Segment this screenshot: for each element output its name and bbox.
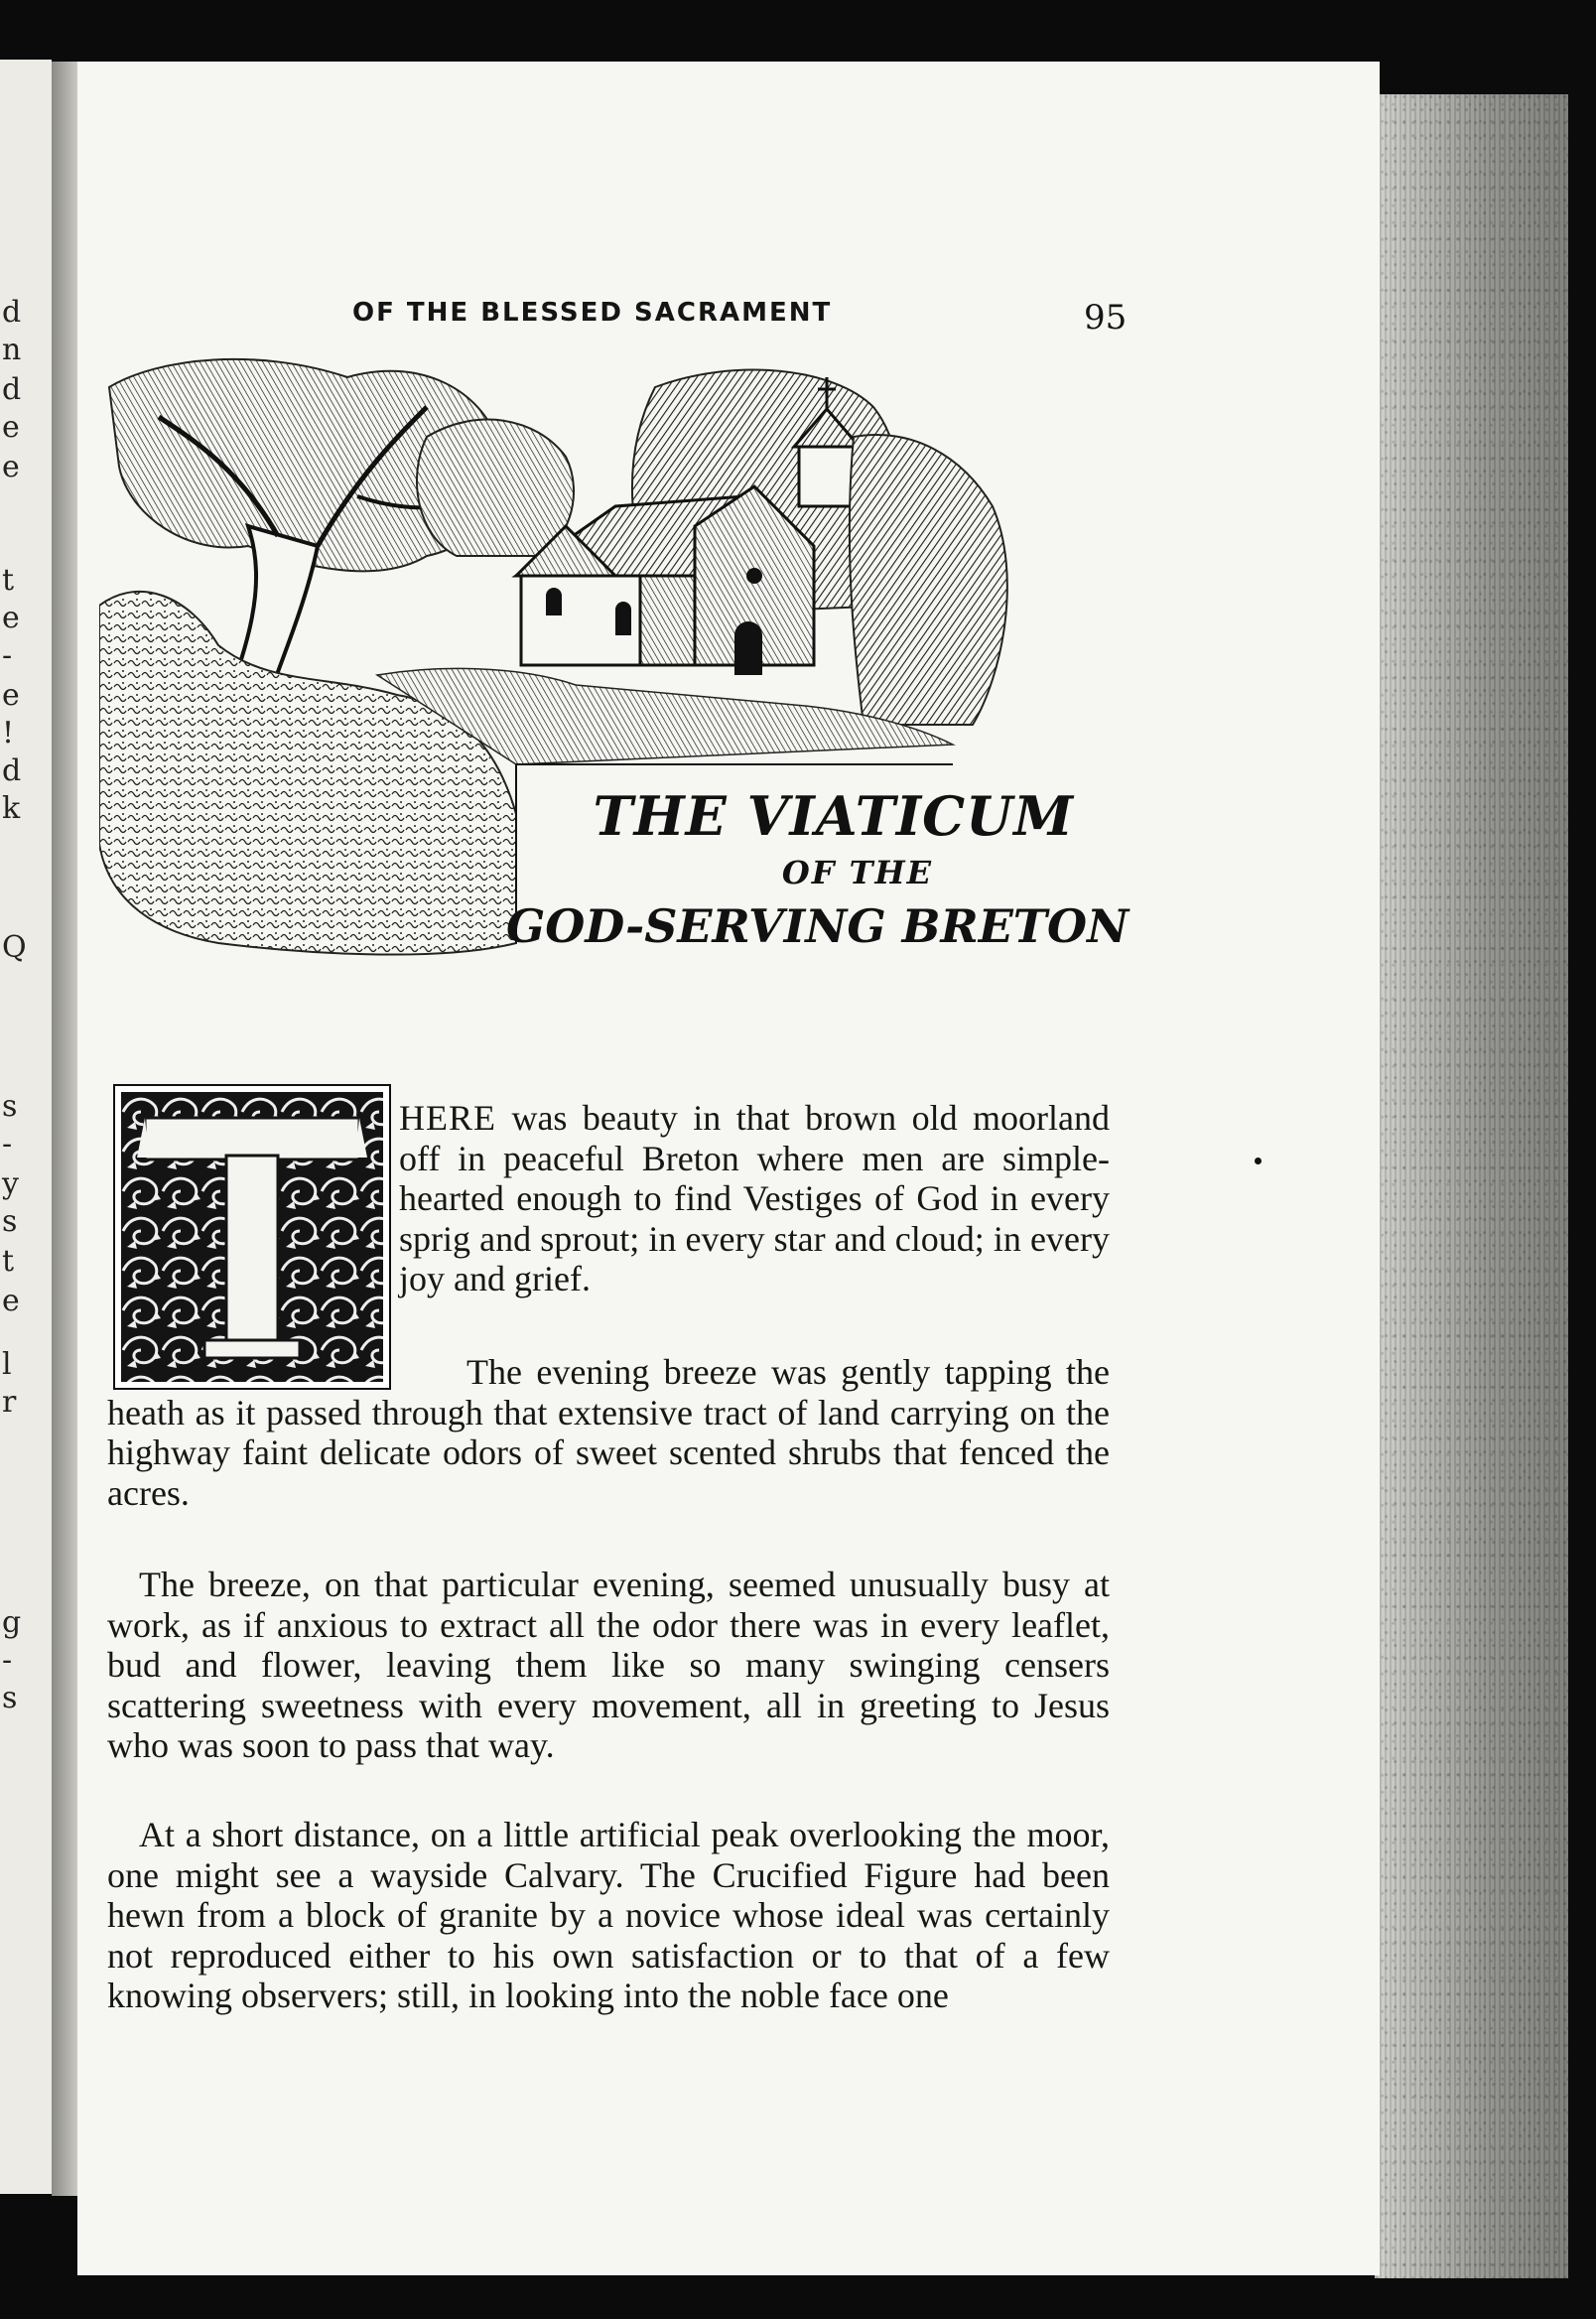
paragraph-3: The breeze, on that particular evening, seemed unusually busy at work, as if anxious to extract all the odor there was in every leaflet, bud and flower, leaving them like so many swinging censers scattering sweetness with every movement, all in greeting to Jesus who was soon to pass that way. <box>107 1565 1110 1765</box>
page-number: 95 <box>1084 298 1128 338</box>
paragraph-2 <box>107 1352 1110 1513</box>
page-block-edges <box>1375 94 1568 2278</box>
drop-cap <box>113 1084 391 1390</box>
title-line-3: GOD-SERVING BRETON <box>506 899 1130 953</box>
left-page-letter: d <box>2 295 22 330</box>
paragraph-1 <box>399 1098 1110 1299</box>
left-page-letter: y <box>2 1166 19 1201</box>
left-page-letter: r <box>2 1385 17 1420</box>
left-page-letter: ! <box>2 716 15 750</box>
left-page-letter: e <box>2 410 20 445</box>
ink-speck <box>1255 1158 1262 1164</box>
title-line-1: THE VIATICUM <box>593 784 1074 848</box>
paragraph-1-text: was beauty in that brown old moorland off in peaceful Breton where men are simple-hearted enough to find Vestiges of God in every sprig and sprout; in every star and cloud; in every joy and grief. <box>399 1098 1110 1298</box>
left-page-letter: e <box>2 601 20 635</box>
ornamental-vine-letter-icon <box>121 1092 383 1382</box>
left-page-letter: g <box>2 1605 22 1640</box>
left-page-letter: t <box>2 563 15 598</box>
left-page-letter: d <box>2 372 22 407</box>
left-page-letter: - <box>2 1643 13 1678</box>
left-page-letter: n <box>2 333 22 367</box>
left-page-letter: e <box>2 678 20 713</box>
left-page-letter: - <box>2 638 13 673</box>
left-page-letter: k <box>2 791 21 826</box>
left-page-letter: e <box>2 450 20 484</box>
title-line-2: OF THE <box>781 854 933 891</box>
left-page-letter: - <box>2 1127 13 1161</box>
left-page-letter: t <box>2 1244 15 1279</box>
drop-cap-continuation: HERE <box>399 1098 496 1138</box>
left-page-letter: s <box>2 1681 18 1715</box>
left-page-letter: e <box>2 1284 20 1318</box>
left-page-letter: Q <box>2 930 27 965</box>
running-head: OF THE BLESSED SACRAMENT <box>352 298 833 328</box>
paragraph-4: At a short distance, on a little artificial peak overlooking the moor, one might see a wayside Calvary. The Crucified Figure had been hewn from a block of granite by a novice whose ideal was certainly not reproduced either to his own satisfaction or to that of a few knowing observers; still, in looking into the noble face one <box>107 1815 1110 2015</box>
left-page-letter: s <box>2 1089 18 1124</box>
left-page-letter: s <box>2 1204 18 1239</box>
left-page-letter: l <box>2 1347 12 1382</box>
book-gutter <box>52 62 77 2196</box>
left-page-letter: d <box>2 753 22 788</box>
chapter-title <box>506 784 1130 953</box>
paragraph-2-text: The evening breeze was gently tapping the heath as it passed through that extensive tract of land carrying on the highway faint delicate odors of sweet scented shrubs that fenced the acres. <box>107 1352 1110 1513</box>
